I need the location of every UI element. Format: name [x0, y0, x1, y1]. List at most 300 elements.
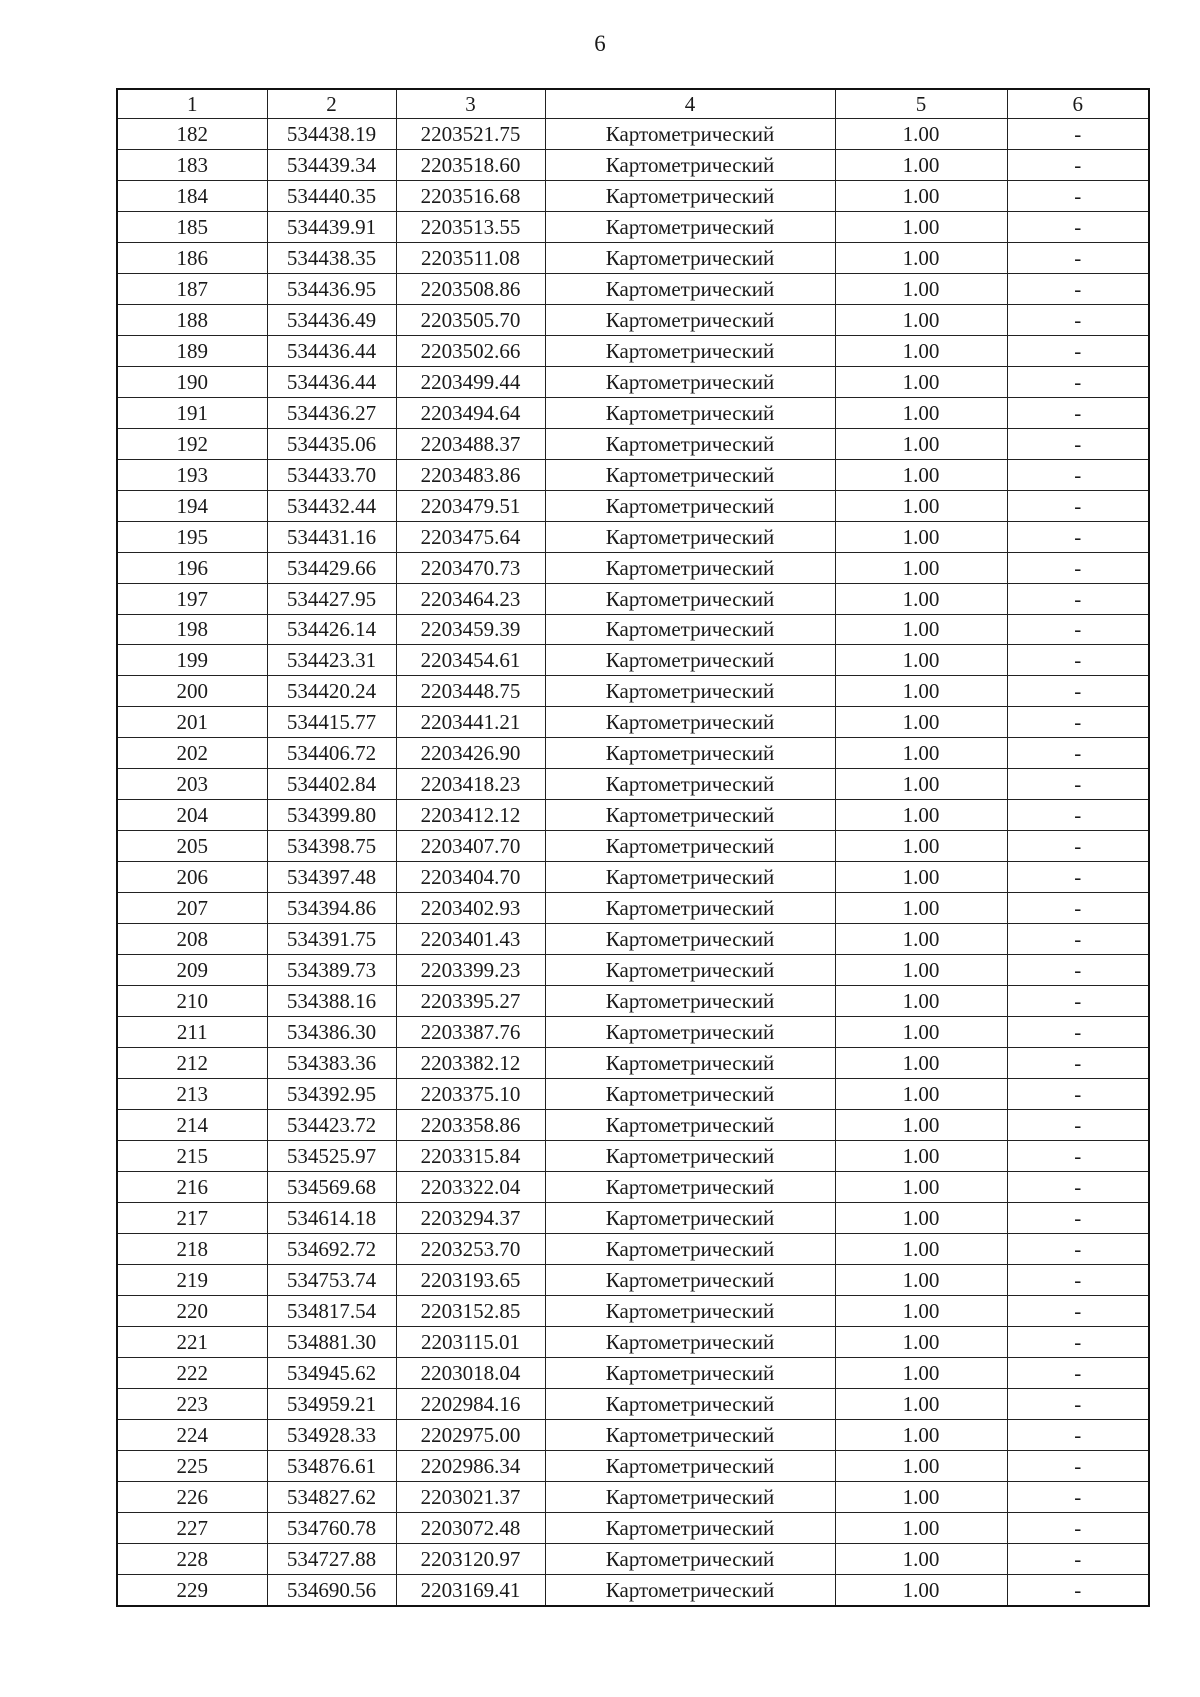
note-cell: - [1007, 1450, 1149, 1481]
method-cell: Картометрический [545, 800, 835, 831]
x-coordinate-cell: 534881.30 [267, 1326, 396, 1357]
x-coordinate-cell: 534876.61 [267, 1450, 396, 1481]
note-cell: - [1007, 1171, 1149, 1202]
note-cell: - [1007, 211, 1149, 242]
y-coordinate-cell: 2203454.61 [396, 645, 545, 676]
method-cell: Картометрический [545, 1017, 835, 1048]
note-cell: - [1007, 1295, 1149, 1326]
method-cell: Картометрический [545, 924, 835, 955]
y-coordinate-cell: 2203018.04 [396, 1357, 545, 1388]
table-row [117, 242, 1149, 273]
y-coordinate-cell: 2203120.97 [396, 1543, 545, 1574]
y-coordinate-cell: 2202984.16 [396, 1388, 545, 1419]
point-number-cell: 187 [117, 273, 267, 304]
method-cell: Картометрический [545, 614, 835, 645]
table-row [117, 149, 1149, 180]
x-coordinate-cell: 534433.70 [267, 459, 396, 490]
x-coordinate-cell: 534423.72 [267, 1110, 396, 1141]
note-cell: - [1007, 1357, 1149, 1388]
x-coordinate-cell: 534817.54 [267, 1295, 396, 1326]
note-cell: - [1007, 614, 1149, 645]
accuracy-cell: 1.00 [835, 1295, 1007, 1326]
note-cell: - [1007, 986, 1149, 1017]
table-row [117, 1295, 1149, 1326]
y-coordinate-cell: 2203152.85 [396, 1295, 545, 1326]
x-coordinate-cell: 534415.77 [267, 707, 396, 738]
x-coordinate-cell: 534389.73 [267, 955, 396, 986]
note-cell: - [1007, 180, 1149, 211]
method-cell: Картометрический [545, 1543, 835, 1574]
table-row [117, 1233, 1149, 1264]
y-coordinate-cell: 2203294.37 [396, 1202, 545, 1233]
accuracy-cell: 1.00 [835, 1140, 1007, 1171]
table-row [117, 986, 1149, 1017]
note-cell: - [1007, 366, 1149, 397]
point-number-cell: 193 [117, 459, 267, 490]
method-cell: Картометрический [545, 1481, 835, 1512]
point-number-cell: 203 [117, 769, 267, 800]
point-number-cell: 210 [117, 986, 267, 1017]
method-cell: Картометрический [545, 1171, 835, 1202]
table-row [117, 769, 1149, 800]
accuracy-cell: 1.00 [835, 1079, 1007, 1110]
y-coordinate-cell: 2203402.93 [396, 893, 545, 924]
table-row [117, 1140, 1149, 1171]
accuracy-cell: 1.00 [835, 676, 1007, 707]
accuracy-cell: 1.00 [835, 862, 1007, 893]
x-coordinate-cell: 534436.44 [267, 366, 396, 397]
method-cell: Картометрический [545, 428, 835, 459]
note-cell: - [1007, 1233, 1149, 1264]
point-number-cell: 220 [117, 1295, 267, 1326]
table-row [117, 800, 1149, 831]
accuracy-cell: 1.00 [835, 397, 1007, 428]
method-cell: Картометрический [545, 1202, 835, 1233]
point-number-cell: 227 [117, 1512, 267, 1543]
table-row [117, 1481, 1149, 1512]
table-row [117, 583, 1149, 614]
point-number-cell: 208 [117, 924, 267, 955]
note-cell: - [1007, 1202, 1149, 1233]
column-header-3: 3 [396, 89, 545, 119]
y-coordinate-cell: 2203418.23 [396, 769, 545, 800]
y-coordinate-cell: 2203448.75 [396, 676, 545, 707]
table-row [117, 459, 1149, 490]
y-coordinate-cell: 2203426.90 [396, 738, 545, 769]
point-number-cell: 191 [117, 397, 267, 428]
y-coordinate-cell: 2203459.39 [396, 614, 545, 645]
note-cell: - [1007, 645, 1149, 676]
y-coordinate-cell: 2203021.37 [396, 1481, 545, 1512]
x-coordinate-cell: 534436.44 [267, 335, 396, 366]
accuracy-cell: 1.00 [835, 1110, 1007, 1141]
note-cell: - [1007, 149, 1149, 180]
x-coordinate-cell: 534692.72 [267, 1233, 396, 1264]
x-coordinate-cell: 534436.49 [267, 304, 396, 335]
accuracy-cell: 1.00 [835, 211, 1007, 242]
table-row [117, 1017, 1149, 1048]
point-number-cell: 205 [117, 831, 267, 862]
point-number-cell: 213 [117, 1079, 267, 1110]
note-cell: - [1007, 1110, 1149, 1141]
x-coordinate-cell: 534388.16 [267, 986, 396, 1017]
accuracy-cell: 1.00 [835, 738, 1007, 769]
method-cell: Картометрический [545, 149, 835, 180]
point-number-cell: 195 [117, 521, 267, 552]
y-coordinate-cell: 2203464.23 [396, 583, 545, 614]
point-number-cell: 190 [117, 366, 267, 397]
y-coordinate-cell: 2203382.12 [396, 1048, 545, 1079]
x-coordinate-cell: 534569.68 [267, 1171, 396, 1202]
x-coordinate-cell: 534435.06 [267, 428, 396, 459]
table-row [117, 862, 1149, 893]
table-row [117, 119, 1149, 150]
y-coordinate-cell: 2203193.65 [396, 1264, 545, 1295]
point-number-cell: 184 [117, 180, 267, 211]
x-coordinate-cell: 534760.78 [267, 1512, 396, 1543]
table-row [117, 1202, 1149, 1233]
table-row [117, 1264, 1149, 1295]
accuracy-cell: 1.00 [835, 1171, 1007, 1202]
note-cell: - [1007, 831, 1149, 862]
accuracy-cell: 1.00 [835, 1543, 1007, 1574]
y-coordinate-cell: 2203511.08 [396, 242, 545, 273]
x-coordinate-cell: 534391.75 [267, 924, 396, 955]
x-coordinate-cell: 534383.36 [267, 1048, 396, 1079]
table-row [117, 676, 1149, 707]
accuracy-cell: 1.00 [835, 273, 1007, 304]
accuracy-cell: 1.00 [835, 645, 1007, 676]
note-cell: - [1007, 1326, 1149, 1357]
table-row [117, 645, 1149, 676]
accuracy-cell: 1.00 [835, 1017, 1007, 1048]
note-cell: - [1007, 397, 1149, 428]
point-number-cell: 217 [117, 1202, 267, 1233]
column-header-5: 5 [835, 89, 1007, 119]
accuracy-cell: 1.00 [835, 1326, 1007, 1357]
note-cell: - [1007, 1512, 1149, 1543]
accuracy-cell: 1.00 [835, 335, 1007, 366]
point-number-cell: 216 [117, 1171, 267, 1202]
method-cell: Картометрический [545, 1450, 835, 1481]
point-number-cell: 185 [117, 211, 267, 242]
method-cell: Картометрический [545, 1110, 835, 1141]
point-number-cell: 189 [117, 335, 267, 366]
table-row [117, 180, 1149, 211]
note-cell: - [1007, 1048, 1149, 1079]
table-row [117, 428, 1149, 459]
table-row [117, 397, 1149, 428]
x-coordinate-cell: 534398.75 [267, 831, 396, 862]
page-number: 6 [594, 31, 606, 56]
method-cell: Картометрический [545, 862, 835, 893]
note-cell: - [1007, 242, 1149, 273]
accuracy-cell: 1.00 [835, 459, 1007, 490]
accuracy-cell: 1.00 [835, 366, 1007, 397]
method-cell: Картометрический [545, 242, 835, 273]
accuracy-cell: 1.00 [835, 119, 1007, 150]
method-cell: Картометрический [545, 521, 835, 552]
note-cell: - [1007, 428, 1149, 459]
accuracy-cell: 1.00 [835, 1419, 1007, 1450]
point-number-cell: 197 [117, 583, 267, 614]
y-coordinate-cell: 2203483.86 [396, 459, 545, 490]
point-number-cell: 225 [117, 1450, 267, 1481]
x-coordinate-cell: 534614.18 [267, 1202, 396, 1233]
y-coordinate-cell: 2203375.10 [396, 1079, 545, 1110]
point-number-cell: 198 [117, 614, 267, 645]
y-coordinate-cell: 2203441.21 [396, 707, 545, 738]
note-cell: - [1007, 1079, 1149, 1110]
note-cell: - [1007, 521, 1149, 552]
y-coordinate-cell: 2203488.37 [396, 428, 545, 459]
method-cell: Картометрический [545, 366, 835, 397]
method-cell: Картометрический [545, 583, 835, 614]
x-coordinate-cell: 534439.91 [267, 211, 396, 242]
method-cell: Картометрический [545, 1357, 835, 1388]
note-cell: - [1007, 1140, 1149, 1171]
point-number-cell: 192 [117, 428, 267, 459]
y-coordinate-cell: 2203521.75 [396, 119, 545, 150]
method-cell: Картометрический [545, 1264, 835, 1295]
method-cell: Картометрический [545, 552, 835, 583]
x-coordinate-cell: 534436.95 [267, 273, 396, 304]
table-row [117, 1171, 1149, 1202]
point-number-cell: 204 [117, 800, 267, 831]
note-cell: - [1007, 707, 1149, 738]
accuracy-cell: 1.00 [835, 1388, 1007, 1419]
y-coordinate-cell: 2203322.04 [396, 1171, 545, 1202]
coordinates-table [116, 88, 1150, 1607]
note-cell: - [1007, 304, 1149, 335]
accuracy-cell: 1.00 [835, 521, 1007, 552]
table-row [117, 1326, 1149, 1357]
accuracy-cell: 1.00 [835, 1048, 1007, 1079]
table-row [117, 211, 1149, 242]
column-header-4: 4 [545, 89, 835, 119]
accuracy-cell: 1.00 [835, 552, 1007, 583]
y-coordinate-cell: 2203115.01 [396, 1326, 545, 1357]
table-row [117, 521, 1149, 552]
y-coordinate-cell: 2203518.60 [396, 149, 545, 180]
accuracy-cell: 1.00 [835, 1574, 1007, 1605]
note-cell: - [1007, 1017, 1149, 1048]
x-coordinate-cell: 534928.33 [267, 1419, 396, 1450]
point-number-cell: 196 [117, 552, 267, 583]
y-coordinate-cell: 2203399.23 [396, 955, 545, 986]
column-header-6: 6 [1007, 89, 1149, 119]
note-cell: - [1007, 676, 1149, 707]
point-number-cell: 223 [117, 1388, 267, 1419]
y-coordinate-cell: 2203502.66 [396, 335, 545, 366]
note-cell: - [1007, 769, 1149, 800]
y-coordinate-cell: 2203470.73 [396, 552, 545, 583]
note-cell: - [1007, 1264, 1149, 1295]
y-coordinate-cell: 2203407.70 [396, 831, 545, 862]
point-number-cell: 215 [117, 1140, 267, 1171]
note-cell: - [1007, 490, 1149, 521]
point-number-cell: 214 [117, 1110, 267, 1141]
accuracy-cell: 1.00 [835, 1202, 1007, 1233]
accuracy-cell: 1.00 [835, 800, 1007, 831]
point-number-cell: 221 [117, 1326, 267, 1357]
x-coordinate-cell: 534945.62 [267, 1357, 396, 1388]
column-header-2: 2 [267, 89, 396, 119]
y-coordinate-cell: 2203516.68 [396, 180, 545, 211]
x-coordinate-cell: 534438.35 [267, 242, 396, 273]
point-number-cell: 229 [117, 1574, 267, 1605]
method-cell: Картометрический [545, 304, 835, 335]
table-row [117, 955, 1149, 986]
y-coordinate-cell: 2203508.86 [396, 273, 545, 304]
table-row [117, 1388, 1149, 1419]
y-coordinate-cell: 2202975.00 [396, 1419, 545, 1450]
accuracy-cell: 1.00 [835, 831, 1007, 862]
method-cell: Картометрический [545, 119, 835, 150]
point-number-cell: 224 [117, 1419, 267, 1450]
table-body [117, 119, 1149, 1606]
x-coordinate-cell: 534438.19 [267, 119, 396, 150]
note-cell: - [1007, 1543, 1149, 1574]
table-row [117, 738, 1149, 769]
accuracy-cell: 1.00 [835, 1233, 1007, 1264]
method-cell: Картометрический [545, 397, 835, 428]
x-coordinate-cell: 534727.88 [267, 1543, 396, 1574]
point-number-cell: 188 [117, 304, 267, 335]
note-cell: - [1007, 924, 1149, 955]
accuracy-cell: 1.00 [835, 180, 1007, 211]
y-coordinate-cell: 2203387.76 [396, 1017, 545, 1048]
table-row [117, 1079, 1149, 1110]
method-cell: Картометрический [545, 1512, 835, 1543]
note-cell: - [1007, 955, 1149, 986]
accuracy-cell: 1.00 [835, 1481, 1007, 1512]
accuracy-cell: 1.00 [835, 1450, 1007, 1481]
accuracy-cell: 1.00 [835, 614, 1007, 645]
x-coordinate-cell: 534439.34 [267, 149, 396, 180]
point-number-cell: 199 [117, 645, 267, 676]
table-row [117, 273, 1149, 304]
table-row [117, 335, 1149, 366]
accuracy-cell: 1.00 [835, 1264, 1007, 1295]
x-coordinate-cell: 534432.44 [267, 490, 396, 521]
note-cell: - [1007, 552, 1149, 583]
note-cell: - [1007, 800, 1149, 831]
point-number-cell: 202 [117, 738, 267, 769]
table-row [117, 1357, 1149, 1388]
note-cell: - [1007, 1574, 1149, 1605]
note-cell: - [1007, 893, 1149, 924]
accuracy-cell: 1.00 [835, 955, 1007, 986]
x-coordinate-cell: 534399.80 [267, 800, 396, 831]
accuracy-cell: 1.00 [835, 707, 1007, 738]
y-coordinate-cell: 2203404.70 [396, 862, 545, 893]
x-coordinate-cell: 534429.66 [267, 552, 396, 583]
table-row [117, 707, 1149, 738]
note-cell: - [1007, 1419, 1149, 1450]
y-coordinate-cell: 2203358.86 [396, 1110, 545, 1141]
table-row [117, 304, 1149, 335]
x-coordinate-cell: 534431.16 [267, 521, 396, 552]
method-cell: Картометрический [545, 1388, 835, 1419]
point-number-cell: 194 [117, 490, 267, 521]
y-coordinate-cell: 2202986.34 [396, 1450, 545, 1481]
x-coordinate-cell: 534392.95 [267, 1079, 396, 1110]
y-coordinate-cell: 2203169.41 [396, 1574, 545, 1605]
x-coordinate-cell: 534397.48 [267, 862, 396, 893]
note-cell: - [1007, 583, 1149, 614]
y-coordinate-cell: 2203395.27 [396, 986, 545, 1017]
x-coordinate-cell: 534753.74 [267, 1264, 396, 1295]
point-number-cell: 182 [117, 119, 267, 150]
table-row [117, 1048, 1149, 1079]
note-cell: - [1007, 1481, 1149, 1512]
table-row [117, 552, 1149, 583]
method-cell: Картометрический [545, 490, 835, 521]
method-cell: Картометрический [545, 459, 835, 490]
x-coordinate-cell: 534426.14 [267, 614, 396, 645]
point-number-cell: 211 [117, 1017, 267, 1048]
point-number-cell: 212 [117, 1048, 267, 1079]
accuracy-cell: 1.00 [835, 490, 1007, 521]
accuracy-cell: 1.00 [835, 924, 1007, 955]
point-number-cell: 207 [117, 893, 267, 924]
point-number-cell: 200 [117, 676, 267, 707]
note-cell: - [1007, 1388, 1149, 1419]
table-row [117, 1574, 1149, 1605]
x-coordinate-cell: 534690.56 [267, 1574, 396, 1605]
method-cell: Картометрический [545, 1295, 835, 1326]
point-number-cell: 201 [117, 707, 267, 738]
method-cell: Картометрический [545, 1574, 835, 1605]
accuracy-cell: 1.00 [835, 304, 1007, 335]
method-cell: Картометрический [545, 1048, 835, 1079]
method-cell: Картометрический [545, 1079, 835, 1110]
note-cell: - [1007, 335, 1149, 366]
point-number-cell: 209 [117, 955, 267, 986]
method-cell: Картометрический [545, 180, 835, 211]
x-coordinate-cell: 534427.95 [267, 583, 396, 614]
x-coordinate-cell: 534402.84 [267, 769, 396, 800]
table-row [117, 366, 1149, 397]
method-cell: Картометрический [545, 1140, 835, 1171]
accuracy-cell: 1.00 [835, 893, 1007, 924]
point-number-cell: 206 [117, 862, 267, 893]
table-row [117, 924, 1149, 955]
method-cell: Картометрический [545, 1233, 835, 1264]
point-number-cell: 226 [117, 1481, 267, 1512]
point-number-cell: 183 [117, 149, 267, 180]
point-number-cell: 186 [117, 242, 267, 273]
table-row [117, 1543, 1149, 1574]
note-cell: - [1007, 459, 1149, 490]
x-coordinate-cell: 534406.72 [267, 738, 396, 769]
y-coordinate-cell: 2203253.70 [396, 1233, 545, 1264]
point-number-cell: 228 [117, 1543, 267, 1574]
method-cell: Картометрический [545, 273, 835, 304]
y-coordinate-cell: 2203412.12 [396, 800, 545, 831]
x-coordinate-cell: 534386.30 [267, 1017, 396, 1048]
table-row [117, 893, 1149, 924]
method-cell: Картометрический [545, 211, 835, 242]
method-cell: Картометрический [545, 769, 835, 800]
method-cell: Картометрический [545, 1419, 835, 1450]
method-cell: Картометрический [545, 738, 835, 769]
method-cell: Картометрический [545, 831, 835, 862]
note-cell: - [1007, 119, 1149, 150]
table-row [117, 614, 1149, 645]
y-coordinate-cell: 2203401.43 [396, 924, 545, 955]
